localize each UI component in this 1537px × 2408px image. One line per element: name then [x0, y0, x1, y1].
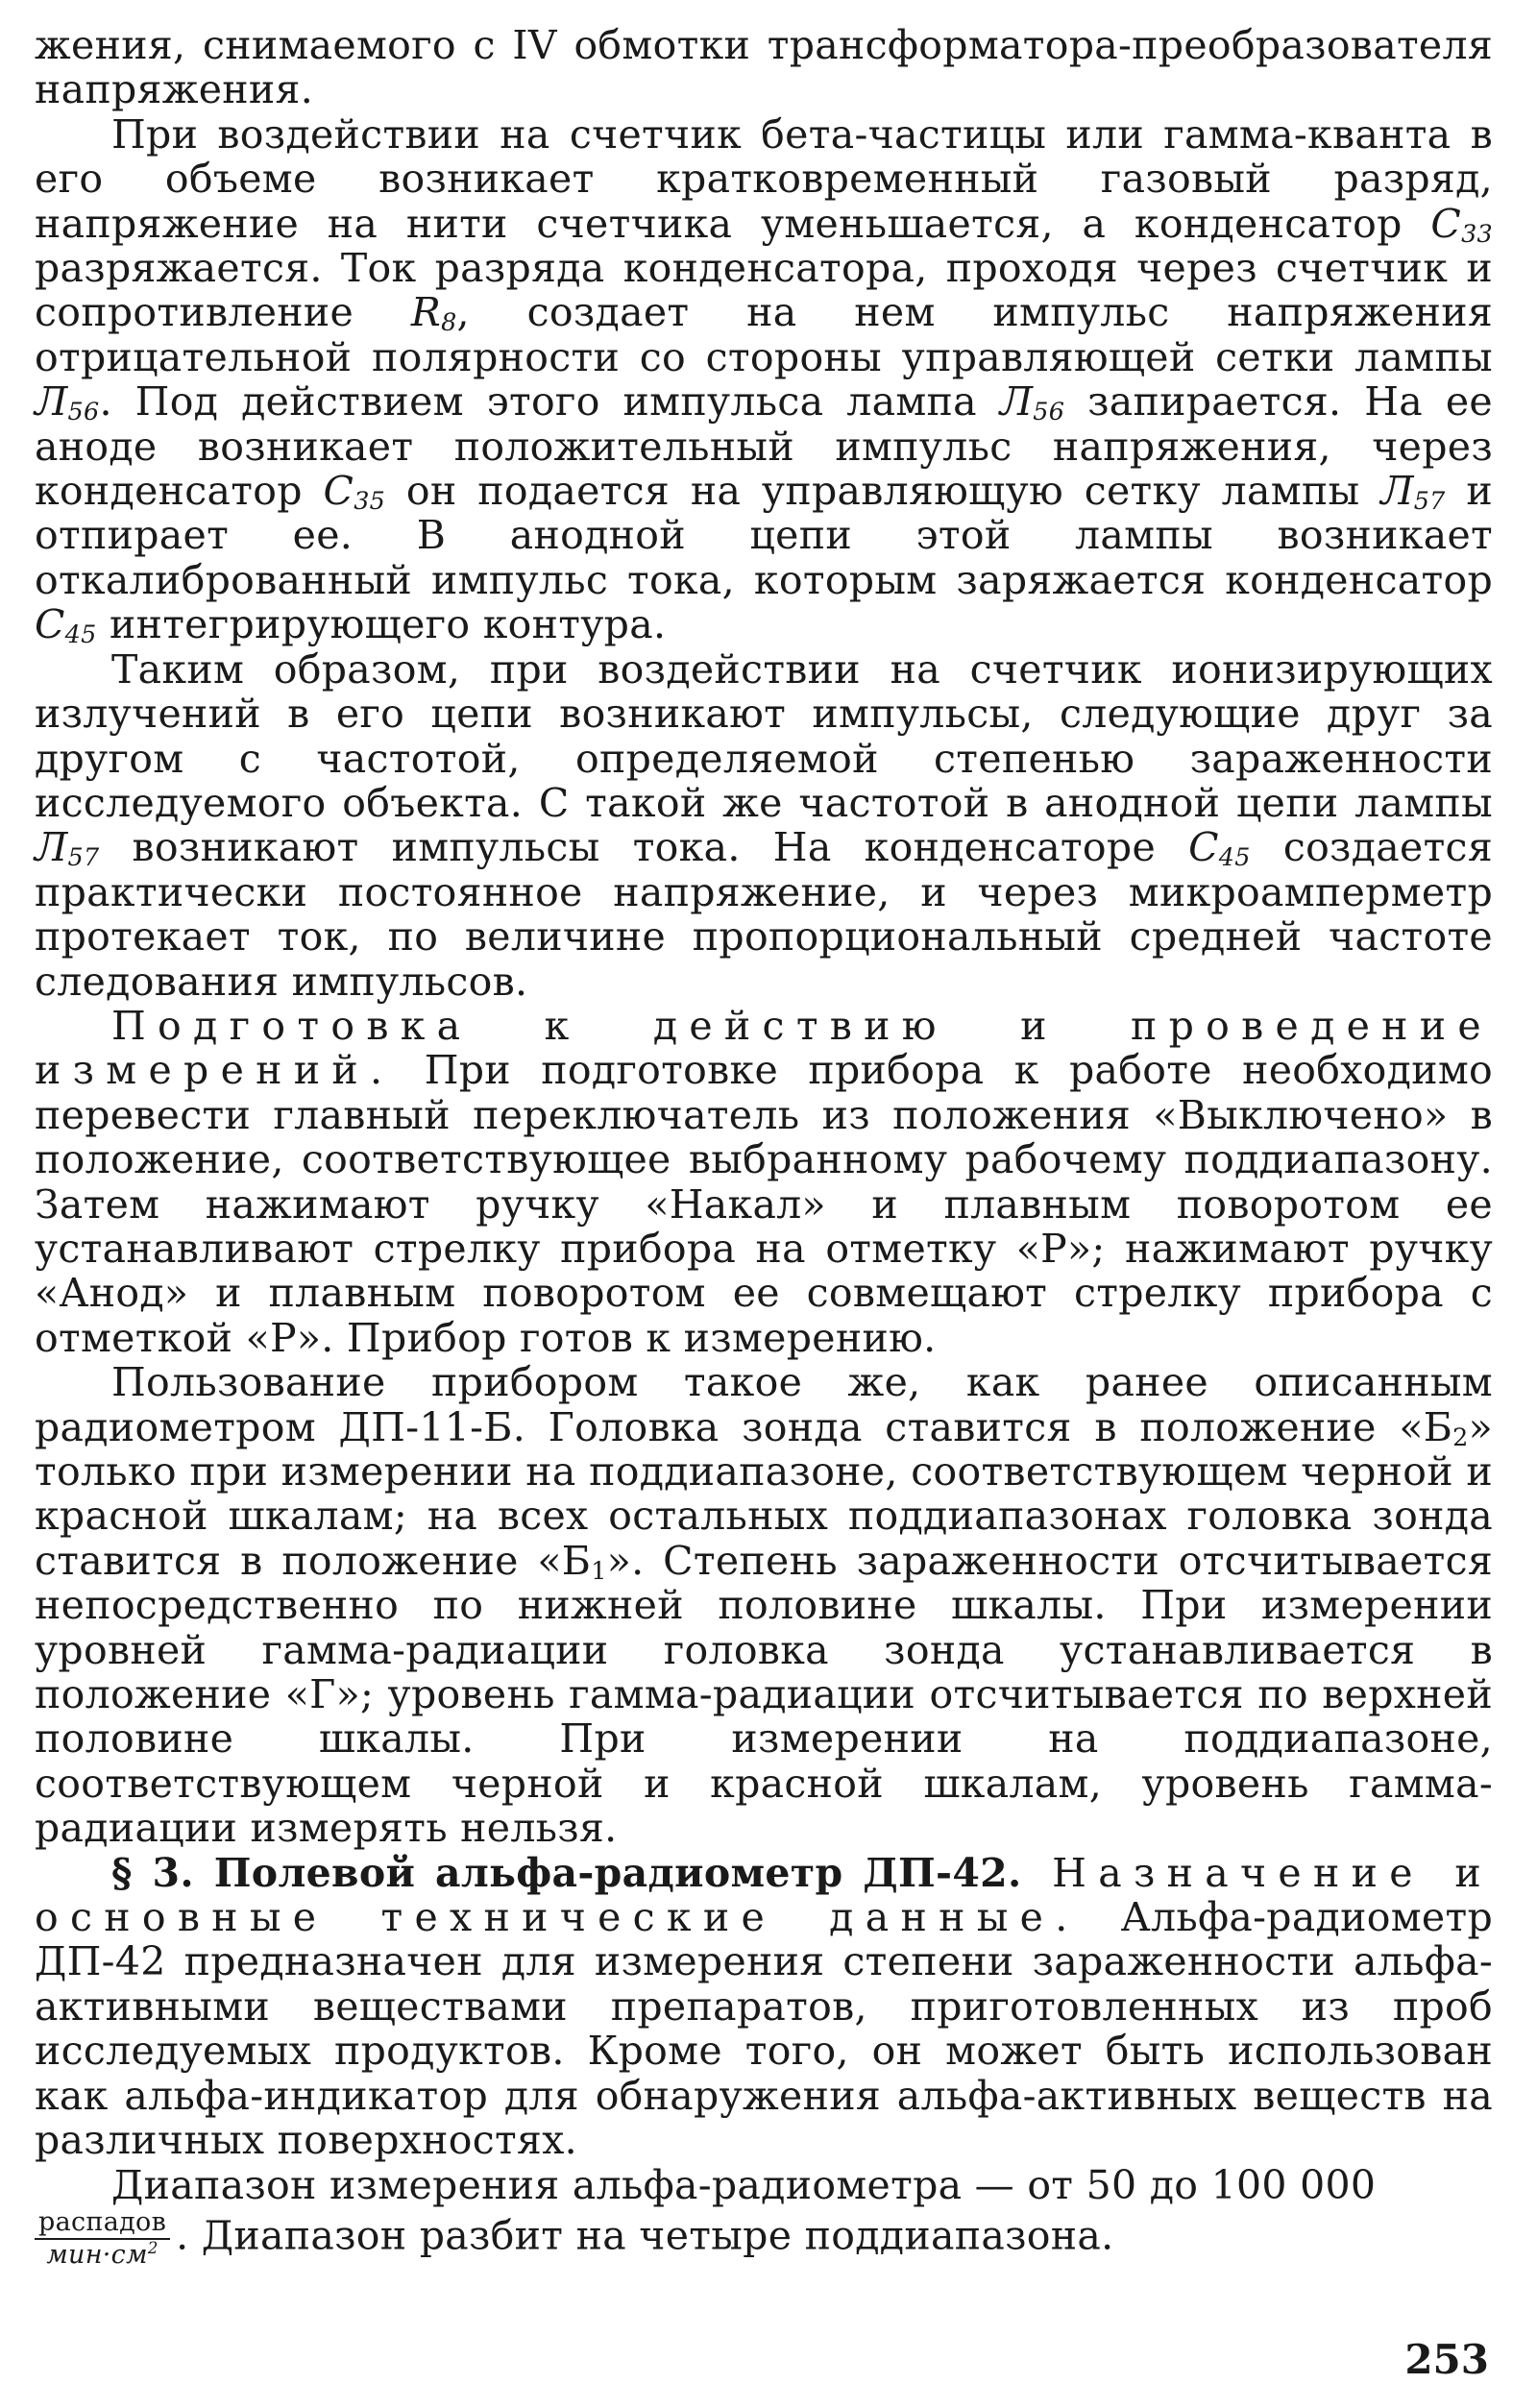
symbol-l57: $Л_{57}$: [35, 824, 100, 872]
symbol-l56: $Л_{56}$: [999, 378, 1065, 426]
symbol-l56: $Л_{56}$: [35, 378, 100, 426]
paragraph-5: Пользование прибором такое же, как ранее описанным радиометром ДП-11-Б. Головка зонда ставится в положение «$Б_2$» только при измерении на поддиапазоне, соответствующем черной и красной шкалам; на всех остальных поддиапазонах головка зонда ставится в положение «$Б_1$». Степень зараженности отсчитывается непосредственно по нижней половине шкалы. При измерении уровней гамма-радиации головка зонда устанавливается в положение «Г»; уровень гамма-радиации отсчитывается по верхней половине шкалы. При измерении на поддиапазоне, соответствующем черной и красной шкалам, уровень гамма-радиации измерять нельзя.: [35, 1359, 1493, 1852]
section-heading: § 3. Полевой альфа-радиометр ДП-42.: [111, 1849, 1022, 1896]
symbol-l57: $Л_{57}$: [1380, 468, 1446, 516]
symbol-r8: $R_8$: [410, 289, 457, 337]
paragraph-7: Диапазон измерения альфа-радиометра — от 50 до 100 000 $\frac{\text{распадов}}{мин\cdot см^2}$ . Диапазон разбит на четыре поддиапазона.: [35, 2163, 1493, 2271]
paragraph-1: жения, снимаемого с IV обмотки трансформатора-преобразователя напряжения.: [35, 22, 1493, 113]
paragraph-4: Подготовка к действию и проведение измерений. При подготовке прибора к работе необходимо перевести главный переключатель из положения «Выключено» в положение, соответствующее выбранному рабочему поддиапазону. Затем нажимают ручку «Накал» и плавным поворотом ее устанавливают стрелку прибора на отметку «Р»; нажимают ручку «Анод» и плавным поворотом ее совмещают стрелку прибора с отметкой «Р». Прибор готов к измерению.: [35, 1002, 1493, 1361]
symbol-c33: $С_{33}$: [1430, 200, 1493, 248]
run-in-heading: Назначение и основные технические данные.: [35, 1849, 1493, 1941]
symbol-c45: $С_{45}$: [1188, 824, 1251, 872]
paragraph-2: При воздействии на счетчик бета-частицы или гамма-кванта в его объеме возникает кратковременный газовый разряд, напряжение на нити счетчика уменьшается, а конденсатор $С_{33}$ разряжается. Ток разряда конденсатора, проходя через счетчик и сопротивление $R_8$, создает на нем импульс напряжения отрицательной полярности со стороны управляющей сетки лампы $Л_{56}$. Под действием этого импульса лампа $Л_{56}$ запирается. На ее аноде возникает положительный импульс напряжения, через конденсатор $С_{35}$ он подается на управляющую сетку лампы $Л_{57}$ и отпирает ее. В анодной цепи этой лампы возникает откалиброванный импульс тока, которым заряжается конденсатор $С_{45}$ интегрирующего контура.: [35, 110, 1494, 649]
paragraph-6: § 3. Полевой альфа-радиометр ДП-42. Назначение и основные технические данные. Альфа-радиометр ДП-42 предназначен для измерения степени зараженности альфа-активными веществами препаратов, приготовленных из проб исследуемых продуктов. Кроме того, он может быть использован как альфа-индикатор для обнаружения альфа-активных веществ на различных поверхностях.: [35, 1849, 1493, 2164]
page-text: [35, 23, 1493, 2271]
page-number: 253: [1404, 2336, 1489, 2383]
symbol-c35: $С_{35}$: [323, 468, 386, 516]
run-in-heading: Подготовка к действию и проведение измерений.: [35, 1002, 1493, 1094]
symbol-c45: $С_{45}$: [35, 601, 97, 649]
paragraph-3: Таким образом, при воздействии на счетчик ионизирующих излучений в его цепи возникают импульсы, следующие друг за другом с частотой, определяемой степенью зараженности исследуемого объекта. С такой же частотой в анодной цепи лампы $Л_{57}$ возникают импульсы тока. На конденсаторе $С_{45}$ создается практически постоянное напряжение, и через микроамперметр протекает ток, по величине пропорциональный средней частоте следования импульсов.: [35, 645, 1493, 1005]
unit-fraction: $\frac{\text{распадов}}{мин\cdot см^2}$: [35, 2207, 170, 2271]
